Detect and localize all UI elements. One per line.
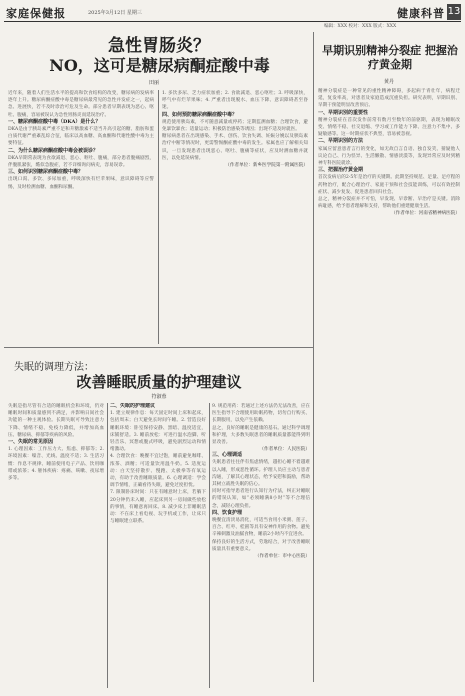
article4-paragraph-3: 晚餐宜清淡易消化，可适当食用小米粥、莲子、百合、红枣、桂圆等具有安神作用的食物。避免辛辣刺激及油腻食物，睡前2小时内不宜进食。 [212, 518, 310, 538]
article2-paragraph-3: 首次发病后的2-5年是治疗的关键期。此期坚持规范、足量、足疗程的药物治疗，配合心理治疗、家庭干预和社会技能训练，可以有效控制症状、减少复发、促进患者回归社会。 [318, 175, 460, 195]
article1-lead: 近年来，随着人们生活水平的提高和饮食结构的改变，糖尿病的发病率逐年上升。糖尿病酮症酸中毒是糖尿病最常见的急性并发症之一，起病急、进展快，若不及时诊治可危及生命。部分患者早期表现为恶心、呕吐、腹痛，容易被误认为急性胃肠炎而延误治疗。 [8, 91, 154, 118]
article1-column-1 [8, 90, 154, 346]
article3-column-1 [8, 403, 104, 688]
article2-paragraph-1: 精神分裂症在首次发作前常有数月至数年的前驱期，表现为睡眠改变、情绪不稳、社交退缩、学习或工作能力下降、注意力不集中、多疑敏感等。这一时期症状不典型，容易被忽视。 [318, 117, 460, 138]
article3-subhead-1: 一、失眠的常见原因 [8, 439, 54, 446]
article2-footnote: （作者单位：河南省精神病医院） [391, 211, 460, 217]
divider [107, 403, 108, 688]
article3-paragraph-3: 1. 建立规律作息：每天固定时间上床和起床，包括周末；白天避免长时间午睡。2. 营造良好睡眠环境：卧室保持安静、黑暗、温度适宜，床铺舒适。3. 睡前放松：可进行温水泡脚、听轻音乐、冥想或腹式呼吸，避免剧烈运动和情绪激动。 [110, 411, 206, 453]
article1-paragraph-5: 规范使用胰岛素，不可随意减量或停药；定期监测血糖；合理饮食，避免暴饮暴食；适量运动；积极防治感染等诱因；出现不适及时就医。 [162, 119, 308, 133]
article2-byline: 黄丹 [383, 79, 394, 85]
divider [4, 347, 313, 348]
article3-paragraph-6: 9. 规范用药：若通过上述方法仍无法改善，应在医生指导下合理使用助眠药物，切勿自行购买、长期服用，以免产生依赖。 [212, 404, 310, 424]
article1-subhead-3: 三、如何识别糖尿病酮症酸中毒？ [8, 169, 84, 176]
article2-subhead-3: 三、把握治疗黄金期 [318, 167, 364, 174]
editor-line: 编辑：XXX 校对：XXX 版式：XXX [324, 24, 397, 29]
divider [209, 403, 210, 688]
article1-paragraph-2: DKA早期常表现为食欲减退、恶心、呕吐、腹痛，部分患者腹痛剧烈，伴腹肌紧张，酷似急腹症，若不详细询问病史，容易误诊。 [8, 155, 154, 169]
article1-paragraph-6: 糖尿病患者在出现感染、手术、创伤、饮食失调、妊娠分娩以及胰岛素治疗中断等情况时，更需警惕酮症酸中毒的发生。家属也应了解相关知识，一旦发现患者出现恶心、呕吐、腹痛等症状，应及时测血糖并就医，以免延误病情。 [162, 134, 308, 161]
article1-paragraph-4: 1. 多饮多尿、乏力症状加重；2. 食欲减退、恶心呕吐；3. 呼吸深快，呼气中有烂苹果味；4. 严重者出现脱水、血压下降、意识障碍甚至昏迷。 [162, 91, 308, 111]
article4-paragraph-1: 失眠患者往往伴有焦虑情绪，越担心睡不着越难以入睡，形成恶性循环。护理人员应主动与患者沟通，了解其心理状态，给予安慰和鼓励，帮助其树立战胜失眠的信心。 [212, 460, 310, 488]
article3-paragraph-2: 1. 心理因素：工作压力大、焦虑、抑郁等；2. 环境因素：噪音、光线、温度不适；3. 生活习惯：作息不规律、睡前使用电子产品、饮用咖啡或浓茶；4. 躯体疾病：疼痛、咳嗽、夜尿增多等。 [8, 447, 104, 482]
article4-subhead-2: 四、饮食护理 [212, 509, 243, 516]
article1-title-line2: NO，这可是糖尿病酮症酸中毒 [49, 56, 270, 75]
section-title-left: 家庭保健报 [6, 7, 66, 20]
article1-paragraph-1: DKA是由于胰岛素严重不足和升糖激素不适当升高引起的糖、脂肪和蛋白质代谢严重紊乱综合征，临床以高血糖、高血酮和代谢性酸中毒为主要特征。 [8, 127, 154, 147]
article3-column-3 [212, 403, 310, 688]
article3-column-2 [110, 403, 206, 688]
article2-paragraph-2: 家属应留意患者言行的变化，如无故自言自语、独自发笑、猜疑他人议论自己、行为怪异、生活懒散、情感淡漠等，发现异常应及时到精神专科医院就诊。 [318, 146, 460, 167]
article3-title-large: 改善睡眠质量的护理建议 [76, 373, 242, 391]
article3-paragraph-4: 4. 合理饮食：晚餐不宜过饱，睡前避免咖啡、浓茶、酒精；可适量饮用温牛奶。5. 适度运动：白天坚持散步、慢跑、太极拳等有氧运动，有助于改善睡眠质量。6. 心理调适：学会调节情绪，正确看待失眠，避免过度担忧。 [110, 454, 206, 489]
article1-subhead-4: 四、如何预防糖尿病酮症酸中毒？ [162, 111, 238, 118]
article3-title-small: 失眠的调理方法： [14, 362, 94, 373]
article4-paragraph-4: 保持良好的生活方式，劳逸结合，对于改善睡眠质量具有重要意义。 [212, 539, 310, 552]
article1-column-2 [162, 90, 308, 346]
issue-date: 2025年3月12日 星期三 [88, 10, 142, 16]
article3-byline: 符淑蓉 [151, 394, 167, 400]
article2-lead: 精神分裂症是一种常见的重性精神障碍，多起病于青壮年，病程迁延，复发率高，对患者及家庭造成沉重负担。研究表明，早期识别、早期干预能明显改善预后。 [318, 89, 460, 109]
article4-paragraph-2: 同时可指导患者进行认知行为疗法，纠正对睡眠的错误认知，如“必须睡满8小时”等不合理信念，减轻心理负担。 [212, 489, 310, 509]
divider [158, 90, 159, 344]
article4-subhead-1: 三、心理调适 [212, 452, 243, 459]
article1-byline: 田丽 [148, 80, 159, 86]
article1-footnote: （作者单位：新乡医学院第一附属医院） [225, 163, 308, 169]
article3-footnote: （作者单位：人民医院） [259, 447, 310, 453]
article3-paragraph-1: 失眠是指尽管有合适的睡眠机会和环境，仍对睡眠时间和质量感到不满足，并影响日间社会功能的一种主观体验。长期失眠可导致注意力下降、情绪不稳、免疫力降低，并增加高血压、糖尿病、抑郁等疾病的风险。 [8, 404, 104, 438]
article1-subhead-1: 一、糖尿病酮症酸中毒（DKA）是什么？ [8, 118, 101, 125]
article2-paragraph-4: 总之，精神分裂症并不可怕，早发现、早诊断、早治疗是关键。消除病耻感，给予患者理解和支持，帮助他们重建健康生活。 [318, 197, 460, 210]
article3-subhead-2: 二、失眠的护理建议 [110, 403, 156, 409]
page-number: 13 [447, 4, 461, 20]
article1-subhead-2: 二、为什么糖尿病酮症酸中毒会被误诊？ [8, 147, 99, 154]
article2-subhead-2: 二、早期识别的方法 [318, 138, 364, 145]
article4-footnote: （作者单位：市中心医院） [254, 554, 310, 560]
article2-title: 早期识别精神分裂症 把握治疗黄金期 [322, 44, 458, 71]
article1-title-line1: 急性胃肠炎？ [108, 36, 210, 56]
divider [313, 32, 314, 682]
article2-column [318, 88, 460, 688]
newspaper-page [4, 4, 461, 692]
article3-paragraph-5: 7. 限制卧床时间：只在有睡意时上床，若躺下20分钟仍未入睡，应起床到另一房间做些放松的事情，有睡意再回床。8. 减少床上非睡眠活动：不在床上看电视、玩手机或工作，让床只与睡眠建立联系。 [110, 490, 206, 525]
article3-paragraph-7: 总之，良好的睡眠是健康的基石。通过科学调理和护理，大多数失眠患者的睡眠质量都能得到明显改善。 [212, 425, 310, 446]
article1-paragraph-3: 出现口渴、多饮、多尿加重，呼吸深快有烂苹果味，意识障碍等应警惕，及时检测血糖、血酮和尿酮。 [8, 177, 154, 190]
masthead [4, 4, 461, 22]
article2-subhead-1: 一、早期识别的重要性 [318, 109, 369, 116]
section-title-right: 健康科普 [397, 7, 445, 20]
